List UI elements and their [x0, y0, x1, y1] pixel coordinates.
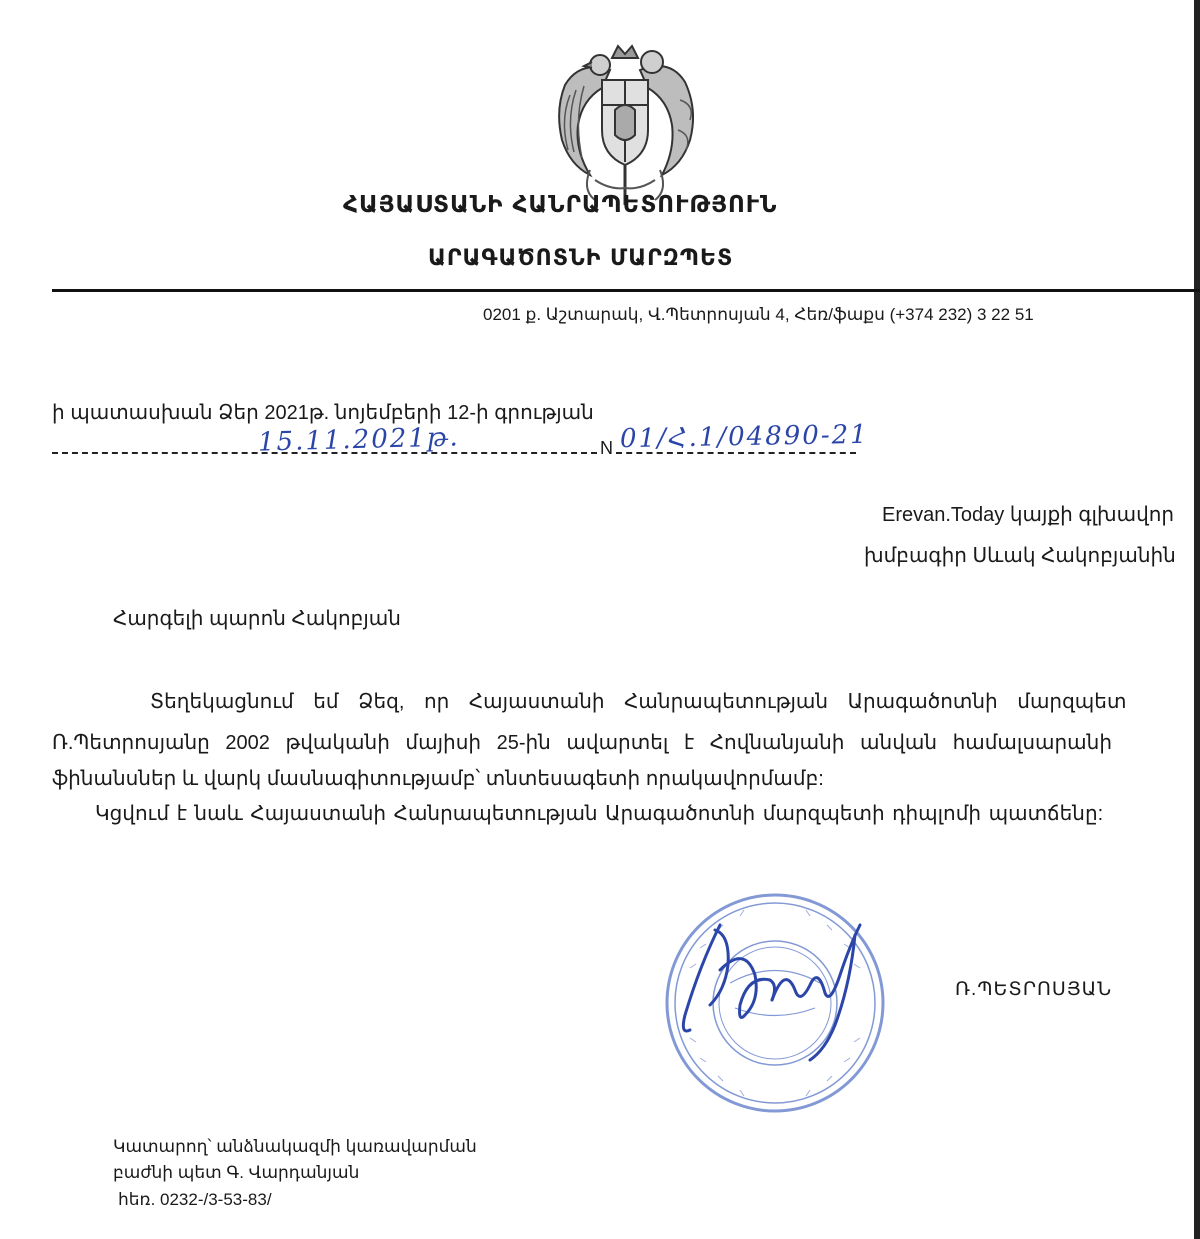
- body-line: Տեղեկացնում եմ Ձեզ, որ Հայաստանի Հանրապետության Արագածոտնի մարզպետ: [150, 691, 1127, 713]
- header-office: ԱՐԱԳԱԾՈՏՆԻ ՄԱՐԶՊԵՏ: [428, 246, 734, 271]
- salutation: Հարգելի պարոն Հակոբյան: [113, 608, 401, 630]
- executor-line-1: Կատարող՝ անձնակազմի կառավարման: [113, 1137, 477, 1156]
- body-line: Ռ.Պետրոսյանը 2002 թվականի մայիսի 25-ին ավարտել է Հովնանյանի անվան համալսարանի: [52, 732, 1112, 754]
- reply-reference-line: ի պատասխան Ձեր 2021թ. նոյեմբերի 12-ի գրության: [52, 402, 594, 424]
- body-line: Կցվում է նաև Հայաստանի Հանրապետության Արագածոտնի մարզպետի դիպլոմի պատճենը:: [95, 803, 1104, 825]
- executor-phone: հեռ. 0232-/3-53-83/: [118, 1190, 272, 1209]
- number-label: N: [600, 438, 613, 458]
- body-line: ֆինանսներ և վարկ մասնագիտությամբ՝ տնտեսագետի որակավորմամբ:: [52, 768, 824, 790]
- executor-line-2: բաժնի պետ Գ. Վարդանյան: [113, 1163, 360, 1182]
- recipient-line-2: խմբագիր Սևակ Հակոբյանին: [864, 545, 1176, 567]
- header-country: ՀԱՅԱՍՏԱՆԻ ՀԱՆՐԱՊԵՏՈՒԹՅՈՒՆ: [343, 192, 778, 218]
- signatory-name: Ռ.ՊԵՏՐՈՍՅԱՆ: [955, 979, 1113, 1000]
- handwritten-number: 01/Հ.1/04890-21: [619, 419, 869, 455]
- handwritten-date: 15.11.2021թ.: [257, 422, 461, 458]
- handwritten-signature-icon: [660, 905, 890, 1065]
- scan-edge-shadow: [1194, 0, 1200, 1239]
- recipient-line-1: Erevan.Today կայքի գլխավոր: [882, 504, 1175, 526]
- header-divider: [52, 289, 1200, 292]
- header-address: 0201 ք. Աշտարակ, Վ.Պետրոսյան 4, Հեռ/ֆաքս (+374 232) 3 22 51: [483, 305, 1034, 324]
- armenia-coat-of-arms-icon: [540, 40, 710, 208]
